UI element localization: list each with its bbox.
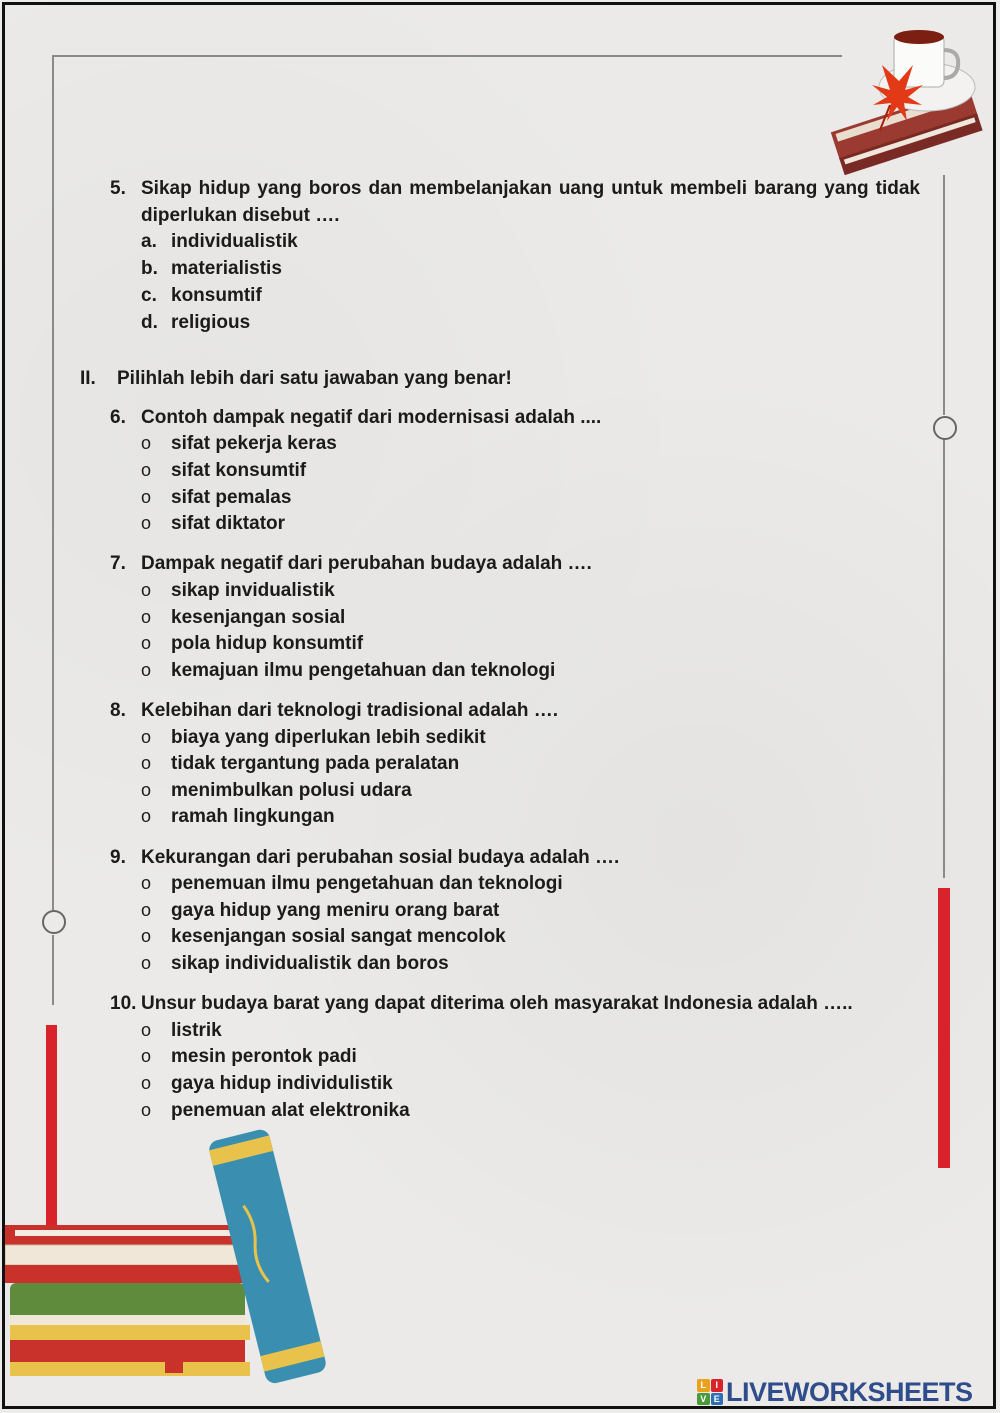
option-text: sikap invidualistik — [171, 580, 335, 601]
question-text: Contoh dampak negatif dari modernisasi adalah .... — [141, 407, 602, 428]
checkbox-bullet-icon[interactable]: o — [141, 727, 152, 747]
option-letter: d. — [141, 312, 158, 333]
section-title: Pilihlah lebih dari satu jawaban yang benar! — [117, 368, 512, 389]
option-7-3[interactable] — [141, 630, 363, 657]
option-9-1[interactable] — [141, 870, 563, 897]
frame-line-left — [52, 55, 54, 910]
checkbox-bullet-icon[interactable]: o — [141, 580, 152, 600]
liveworksheets-brand[interactable] — [697, 1375, 973, 1409]
option-6-3[interactable] — [141, 484, 291, 511]
option-5c[interactable] — [141, 282, 262, 309]
option-9-2[interactable] — [141, 897, 499, 924]
option-text: penemuan alat elektronika — [171, 1100, 410, 1121]
option-7-4[interactable] — [141, 657, 555, 684]
option-9-3[interactable] — [141, 923, 506, 950]
option-text: penemuan ilmu pengetahuan dan teknologi — [171, 873, 563, 894]
logo-letter: I — [711, 1379, 724, 1392]
option-text: pola hidup konsumtif — [171, 633, 364, 654]
logo-letter: E — [711, 1393, 724, 1406]
option-8-4[interactable] — [141, 803, 335, 830]
option-text: sifat konsumtif — [171, 460, 307, 481]
option-text: ramah lingkungan — [171, 806, 335, 827]
checkbox-bullet-icon[interactable]: o — [141, 1020, 152, 1040]
question-text: Kelebihan dari teknologi tradisional adalah …. — [141, 700, 559, 721]
option-text: sifat diktator — [171, 513, 286, 534]
brand-name: LIVEWORKSHEETS — [726, 1376, 973, 1407]
option-10-1[interactable] — [141, 1017, 222, 1044]
option-5a[interactable] — [141, 228, 298, 255]
option-8-3[interactable] — [141, 777, 412, 804]
option-8-1[interactable] — [141, 724, 486, 751]
frame-line-left-lower — [52, 935, 54, 1005]
checkbox-bullet-icon[interactable]: o — [141, 806, 152, 826]
frame-line-right-lower — [943, 438, 945, 878]
question-text: Unsur budaya barat yang dapat diterima oleh masyarakat Indonesia adalah ….. — [141, 993, 853, 1014]
option-letter: c. — [141, 285, 157, 306]
liveworksheets-logo-icon — [697, 1379, 723, 1405]
checkbox-bullet-icon[interactable]: o — [141, 900, 152, 920]
coffee-cup-illustration — [812, 15, 987, 175]
checkbox-bullet-icon[interactable]: o — [141, 780, 152, 800]
checkbox-bullet-icon[interactable]: o — [141, 753, 152, 773]
option-10-4[interactable] — [141, 1097, 410, 1124]
option-text: mesin perontok padi — [171, 1046, 357, 1067]
section-number: II. — [80, 368, 96, 389]
option-10-2[interactable] — [141, 1043, 357, 1070]
option-6-1[interactable] — [141, 430, 337, 457]
option-letter: b. — [141, 258, 158, 279]
checkbox-bullet-icon[interactable]: o — [141, 633, 152, 653]
option-5d[interactable] — [141, 309, 250, 336]
question-text: Kekurangan dari perubahan sosial budaya adalah …. — [141, 847, 620, 868]
option-text: konsumtif — [171, 285, 262, 306]
option-text: sikap individualistik dan boros — [171, 953, 449, 974]
logo-letter: V — [697, 1393, 710, 1406]
option-6-2[interactable] — [141, 457, 306, 484]
logo-letter: L — [697, 1379, 710, 1392]
option-text: kesenjangan sosial — [171, 607, 346, 628]
question-text: Dampak negatif dari perubahan budaya adalah …. — [141, 553, 592, 574]
section-heading — [80, 365, 512, 392]
frame-ring-left — [42, 910, 66, 934]
frame-ring-right — [933, 416, 957, 440]
book-stack-illustration — [5, 1120, 345, 1405]
question-number: 8. — [110, 700, 126, 721]
option-6-4[interactable] — [141, 510, 285, 537]
option-text: gaya hidup yang meniru orang barat — [171, 900, 500, 921]
question-number: 10. — [110, 993, 137, 1014]
option-text: biaya yang diperlukan lebih sedikit — [171, 727, 486, 748]
question-number: 7. — [110, 553, 126, 574]
checkbox-bullet-icon[interactable]: o — [141, 1046, 152, 1066]
question-9 — [110, 844, 920, 871]
checkbox-bullet-icon[interactable]: o — [141, 926, 152, 946]
option-7-2[interactable] — [141, 604, 345, 631]
checkbox-bullet-icon[interactable]: o — [141, 607, 152, 627]
option-text: sifat pemalas — [171, 487, 292, 508]
option-10-3[interactable] — [141, 1070, 393, 1097]
question-8 — [110, 697, 920, 724]
option-text: kesenjangan sosial sangat mencolok — [171, 926, 506, 947]
question-text: Sikap hidup yang boros dan membelanjakan uang untuk membeli barang yang tidak diperlukan disebut …. — [141, 178, 920, 226]
question-10 — [110, 990, 920, 1017]
option-text: gaya hidup individulistik — [171, 1073, 393, 1094]
checkbox-bullet-icon[interactable]: o — [141, 1073, 152, 1093]
frame-line-right — [943, 175, 945, 415]
checkbox-bullet-icon[interactable]: o — [141, 487, 152, 507]
option-letter: a. — [141, 231, 157, 252]
checkbox-bullet-icon[interactable]: o — [141, 1100, 152, 1120]
option-8-2[interactable] — [141, 750, 459, 777]
checkbox-bullet-icon[interactable]: o — [141, 460, 152, 480]
option-9-4[interactable] — [141, 950, 449, 977]
option-text: individualistik — [171, 231, 298, 252]
frame-line-top — [52, 55, 842, 57]
option-text: listrik — [171, 1020, 222, 1041]
question-6 — [110, 404, 920, 431]
option-text: religious — [171, 312, 251, 333]
option-text: kemajuan ilmu pengetahuan dan teknologi — [171, 660, 556, 681]
option-7-1[interactable] — [141, 577, 335, 604]
checkbox-bullet-icon[interactable]: o — [141, 660, 152, 680]
red-accent-bar-right — [938, 888, 950, 1168]
option-text: menimbulkan polusi udara — [171, 780, 412, 801]
option-text: sifat pekerja keras — [171, 433, 337, 454]
question-number: 6. — [110, 407, 126, 428]
question-5 — [110, 175, 920, 229]
question-number: 9. — [110, 847, 126, 868]
option-text: materialistis — [171, 258, 282, 279]
checkbox-bullet-icon[interactable]: o — [141, 873, 152, 893]
question-number: 5. — [110, 178, 126, 199]
option-5b[interactable] — [141, 255, 282, 282]
checkbox-bullet-icon[interactable]: o — [141, 433, 152, 453]
question-7 — [110, 550, 920, 577]
checkbox-bullet-icon[interactable]: o — [141, 513, 152, 533]
option-text: tidak tergantung pada peralatan — [171, 753, 460, 774]
checkbox-bullet-icon[interactable]: o — [141, 953, 152, 973]
